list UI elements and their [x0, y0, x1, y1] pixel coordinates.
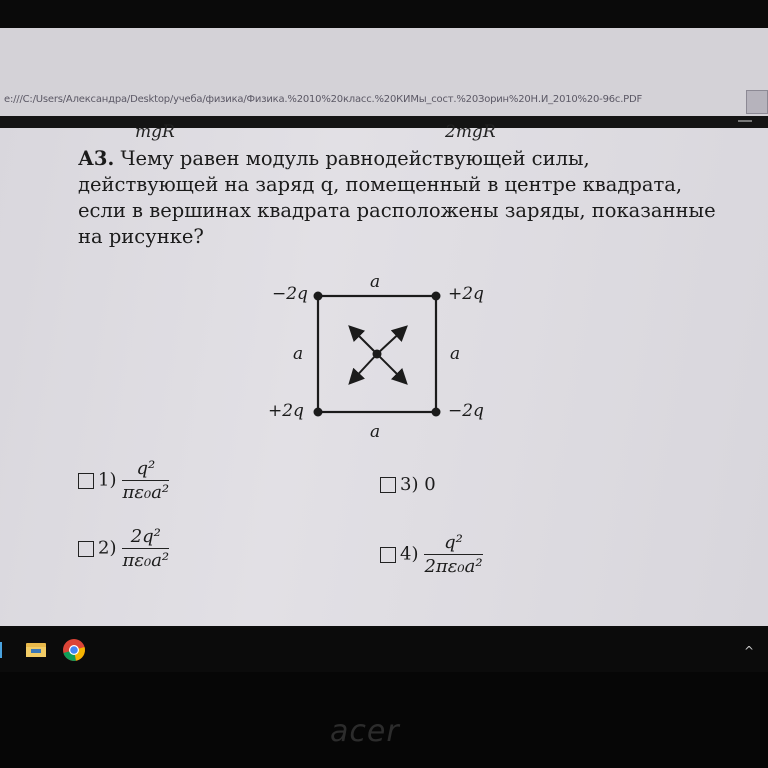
option-3-number: 3)	[400, 474, 419, 495]
reading-view-button[interactable]	[746, 90, 768, 114]
force-arrow-up-left	[351, 328, 377, 354]
side-label-right: a	[450, 344, 461, 364]
charge-dot-top-right	[432, 292, 441, 301]
prev-formula-right: 2mgR	[445, 122, 496, 142]
prev-formula-left: mgR	[135, 122, 175, 142]
question-number: А3.	[78, 147, 115, 170]
question-text: Чему равен модуль равнодействующей силы, действующей на заряд q, помещенный в центре квадрата, если в вершинах квадрата расположены заряды, показанные на рисунке?	[78, 147, 716, 248]
charge-label-bottom-left: +2q	[268, 401, 304, 421]
url-text[interactable]: e:///C:/Users/Александра/Desktop/учеба/физика/Физика.%2010%20класс.%20КИМы_сост.%20Зорин%20Н.И_2010%20-96с.PDF	[4, 94, 643, 105]
side-label-left: a	[293, 344, 304, 364]
option-1-fraction	[122, 458, 169, 503]
tray-chevron-icon[interactable]: ^	[743, 644, 754, 658]
charge-label-top-right: +2q	[448, 284, 484, 304]
charge-label-top-left: −2q	[272, 284, 308, 304]
option-4-numerator: q²	[424, 532, 482, 555]
option-4-denominator: 2πε₀a²	[424, 556, 483, 577]
force-arrow-up-right	[377, 328, 405, 354]
charge-square-diagram	[0, 128, 768, 458]
option-2-checkbox[interactable]	[78, 541, 94, 557]
option-1-denominator: πε₀a²	[122, 482, 170, 503]
browser-address-bar[interactable]	[0, 28, 768, 116]
chrome-icon[interactable]	[62, 638, 86, 662]
force-arrow-down-right	[377, 354, 405, 382]
option-2-numerator: 2q²	[122, 526, 169, 549]
charge-dot-bottom-right	[432, 408, 441, 417]
side-label-top: a	[370, 272, 381, 292]
option-1-numerator: q²	[122, 458, 169, 481]
pdf-page	[0, 122, 768, 626]
option-2[interactable]	[78, 526, 169, 571]
charge-label-bottom-right: −2q	[448, 401, 484, 421]
option-2-denominator: πε₀a²	[122, 550, 170, 571]
screen-bezel-top	[0, 0, 768, 28]
start-icon[interactable]	[0, 638, 18, 662]
option-3-checkbox[interactable]	[380, 477, 396, 493]
option-1[interactable]	[78, 458, 169, 503]
force-arrow-down-left	[351, 354, 377, 382]
charge-dot-top-left	[314, 292, 323, 301]
option-4-fraction	[424, 532, 482, 577]
minus-icon[interactable]	[738, 120, 752, 122]
option-1-number: 1)	[98, 469, 117, 491]
option-4-checkbox[interactable]	[380, 547, 396, 563]
option-1-checkbox[interactable]	[78, 473, 94, 489]
option-4[interactable]	[380, 532, 483, 577]
option-2-fraction	[122, 526, 169, 571]
option-4-number: 4)	[400, 543, 419, 565]
option-2-number: 2)	[98, 537, 117, 559]
side-label-bottom: a	[370, 422, 381, 442]
taskbar	[0, 628, 768, 672]
charge-dot-bottom-left	[314, 408, 323, 417]
file-explorer-icon[interactable]	[24, 638, 48, 662]
laptop-brand-logo: acer	[330, 714, 400, 749]
option-3[interactable]	[380, 474, 436, 495]
option-3-value: 0	[424, 474, 436, 495]
